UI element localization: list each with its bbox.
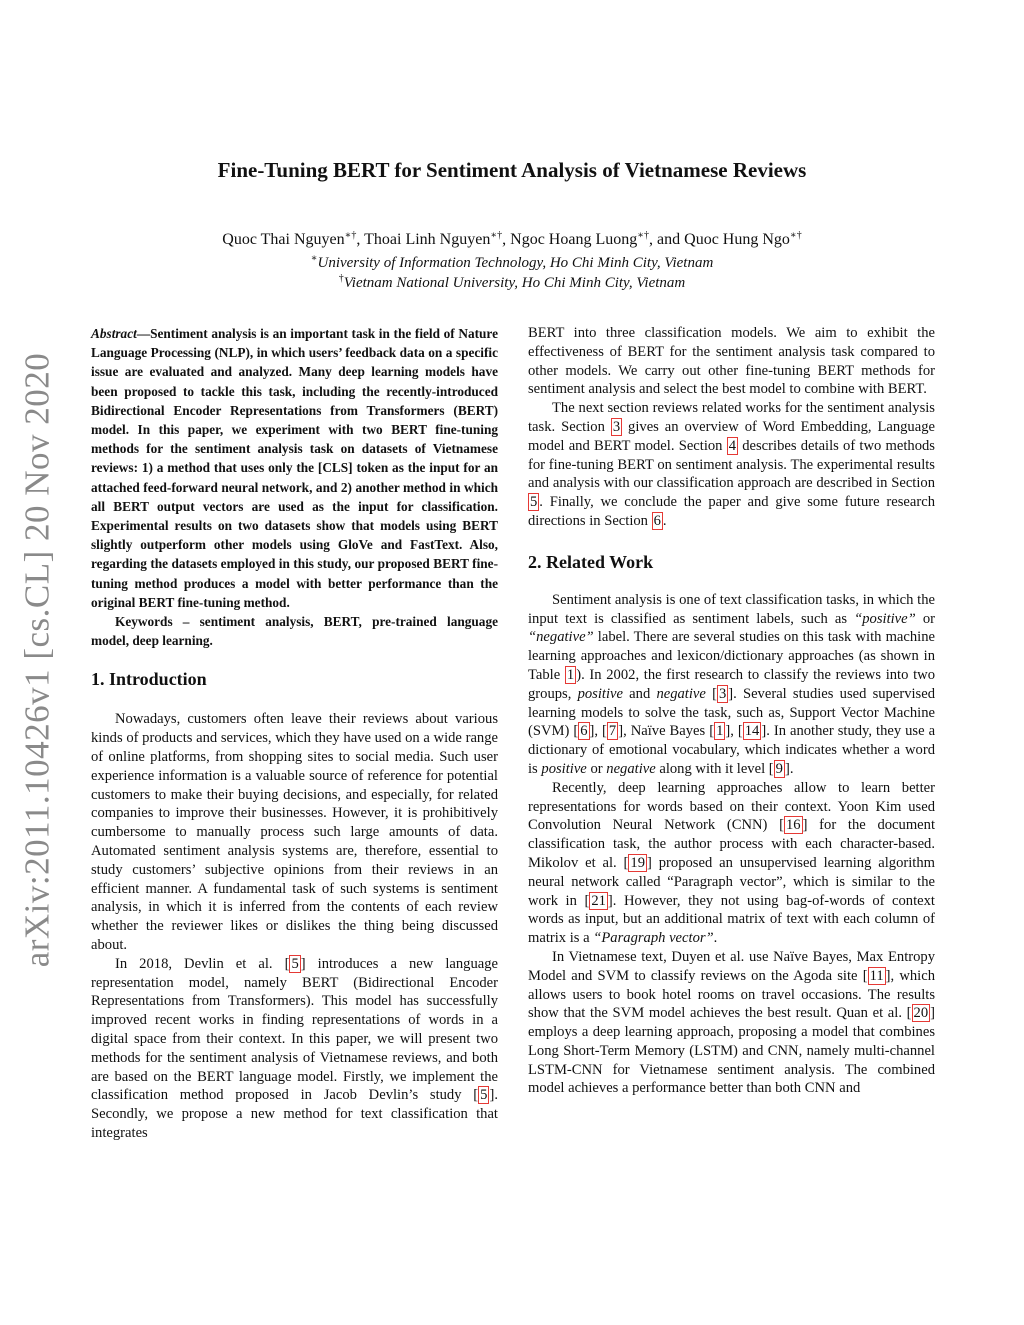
left-column [91,324,498,1143]
citation-link[interactable]: 1 [566,666,575,683]
emphasis: “positive” [854,610,916,627]
author-separator: , [356,231,365,248]
section-heading-related-work: 2. Related Work [528,551,654,572]
citation-link[interactable]: 6 [580,723,588,740]
citation-link[interactable]: 21 [591,892,606,909]
text-run: . [713,930,718,947]
author-list [0,231,1024,249]
text-run: gives an overview of Word Embedding, Language model and BERT model. Section [528,418,935,454]
citation-link[interactable]: 5 [530,494,538,511]
emphasis: positive [577,685,623,702]
author-marks: ∗† [789,230,802,241]
text-run: . Several studies used supervised learning models to solve the task, such as, Support Vector Machine (SVM) [528,685,935,740]
citation-link[interactable]: 9 [775,760,783,777]
paragraph: In 2018, Devlin et al. [ 5 ] introduces a new language representation model, namely BERT (Bidirectional Encoder Representations from Transformers). This model has successfully improved recent works in finding representations of words in a digital space from their context. In this paper, we will present two methods for the sentiment analysis of Vietnamese reviews, and both are based on the BERT language model. Firstly, we implement the classification method proposed in Jacob Devlin’s study [ 5 ]. Secondly, we propose a new method for text classification that integrates [91,955,498,1141]
affiliation [0,255,1024,272]
text-run: . Secondly, we propose a new method for text classification that integrates [91,1087,498,1141]
citation-link[interactable]: 7 [608,723,617,740]
text-run: label. There are several studies on this task with machine learning approaches and lexicon/dictionary approaches (as shown in Table [528,629,935,683]
text-run: In 2018, Devlin et al. [115,955,285,972]
citation-link[interactable]: 3 [612,418,621,435]
text-run: , which allows users to book hotel rooms on travel occasions. The results show that the SVM model achieves the best result. Quan et al. [528,967,935,1022]
text-run: . [662,512,667,529]
paragraph: Recently, deep learning approaches allow to learn better representations for words based on their context. Yoon Kim used Convolution Neural Network (CNN) [ 16 ] for the document classification task, the author process with each character-based. Mikolov et al. [ 19 ] proposed an unsupervised learning algorithm neural network called “Paragraph vector”, which is similar to the work in [ 21 ]. However, they not using bag-of-words of context words as input, but an additional matrix of text with each column of matrix is a “Paragraph vector”. [528,779,935,947]
citation-link[interactable]: 16 [786,817,801,834]
affiliation-mark: † [338,273,344,284]
section-heading-introduction: 1. Introduction [91,669,207,690]
citation-link[interactable]: 3 [718,685,727,702]
abstract-label: Abstract [91,326,137,341]
emphasis: “Paragraph vector” [593,930,714,947]
emphasis: positive [541,760,587,777]
affiliation-text: Vietnam National University, Ho Chi Minh City, Vietnam [343,275,686,291]
paragraph: In Vietnamese text, Duyen et al. use Naïve Bayes, Max Entropy Model and SVM to classify reviews on the Agoda site [ 11 ], which allows users to book hotel rooms on travel occasions. The results show that the SVM model achieves the best result. Quan et al. [ 20 ] employs a deep learning approach, proposing a model that combines Long Short-Term Memory (LSTM) and CNN, namely multi-channel LSTM-CNN for Vietnamese sentiment analysis. The combined model achieves a performance better than both CNN and [528,948,935,1097]
text-run: or [915,610,936,627]
text-run: , [730,723,738,740]
text-run: and [622,685,657,702]
text-run: proposed an unsupervised learning algorithm neural network called “Paragraph vector”, which is similar to the work in [528,854,935,909]
text-run: Sentiment analysis is one of text classification tasks, in which the input text is classified as sentiment labels, such as [528,591,935,627]
citation-link[interactable]: 19 [630,854,646,871]
text-run: for the document classification task, the author process with each character-based. Mikolov et al. [528,817,935,871]
paper-title: Fine-Tuning BERT for Sentiment Analysis of Vietnamese Reviews [217,158,807,182]
citation-link[interactable]: 11 [869,967,884,984]
author-name: Thoai Linh Nguyen [364,231,491,248]
text-run: introduces a new language representation model, namely BERT (Bidirectional Encoder Representations from Transformers). This model has successfully improved recent works in finding representations of words in a digital space from their context. In this paper, we will present two methods for the sentiment analysis of Vietnamese reviews, and both are based on the BERT language model. Firstly, we implement the classification method proposed in Jacob Devlin’s study [91,955,498,1104]
text-run: . In another study, they use a dictionary of emotional vocabulary, which indicates whether a word is [528,723,936,777]
paragraph-continuation [528,324,935,399]
text-run: BERT into three classification models. We aim to exhibit the effectiveness of BERT for the sentiment analysis task compared to other models. We carry out other fine-tuning BERT methods for sentiment analysis and select the best model to combine with BERT. [528,325,935,398]
text-run: Recently, deep learning approaches allow to learn better representations for words based on their context. Yoon Kim used Convolution Neural Network (CNN) [528,779,935,834]
text-run: . However, they not using bag-of-words of context words as input, but an additional matrix of text with each column of matrix is a [528,892,935,947]
citation-link[interactable]: 4 [728,437,736,454]
paragraph: Sentiment analysis is one of text classification tasks, in which the input text is classified as sentiment labels, such as “positive” or “negative” label. There are several studies on this task with machine learning approaches and lexicon/dictionary approaches (as shown in Table 1 ). In 2002, the first research to classify the reviews into two groups, positive and negative [ 3 ]. Several studies used supervised learning models to solve the task, such as, Support Vector Machine (SVM) [ 6 ], [ 7 ], Naïve Bayes [ 1 ], [ 14 ]. In another study, they use a dictionary of emotional vocabulary, which indicates whether a word is positive or negative along with it level [ 9 ]. [528,591,936,777]
text-run [706,686,712,702]
author-separator: , [502,231,511,248]
citation-link[interactable]: 6 [653,512,661,529]
emphasis: negative [656,685,706,702]
citation-link[interactable]: 5 [480,1087,488,1104]
text-run: or [586,760,607,777]
keywords: Keywords – sentiment analysis, BERT, pre-trained language model, deep learning. [91,614,498,649]
citation-link[interactable]: 20 [913,1005,929,1022]
text-run: , [594,723,603,740]
citation-link[interactable]: 1 [716,723,724,740]
text-run: In Vietnamese text, Duyen et al. use Naïve Bayes, Max Entropy Model and SVM to classify reviews on the Agoda site [528,948,935,984]
citation-link[interactable]: 5 [291,955,299,972]
affiliation-mark: ∗ [310,253,318,264]
author-name: Quoc Hung Ngo [684,231,790,248]
text-run: , Naïve Bayes [623,723,710,740]
text-run: ). In 2002, the first research to classify the reviews into two groups, [528,666,935,702]
affiliation-text: University of Information Technology, Ho Chi Minh City, Vietnam [317,255,714,271]
emphasis: “negative” [528,629,594,646]
paragraph: Nowadays, customers often leave their reviews about various kinds of products and services, which they have used on a wide range of online platforms, from shopping sites to social media. Such user experience information is a valuable source of reference for potential customers to make their buying decisions, and especially, for related companies to improve their businesses. However, it is prohibitively cumbersome to manually process such large amounts of data. Automated sentiment analysis systems are, therefore, essential to study customers’ subjective opinions from their reviews in an efficient manner. A fundamental task of such systems is sentiment analysis, in which it is inferred from the contents of each review whether the reviewer likes or dislikes the thing being discussed about. [91,711,498,954]
text-run: . Finally, we conclude the paper and give some future research directions in Section [528,494,935,529]
abstract-text: —Sentiment analysis is an important task in the field of Nature Language Processing (NLP), in which users’ feedback data on a specific issue are evaluated and analyzed. Many deep learning models have been proposed to tackle this task, including the recently-introduced Bidirectional Encoder Representations from Transformers (BERT) model. In this paper, we experiment with two BERT fine-tuning methods for the sentiment analysis task on datasets of Vietnamese reviews: 1) a method that uses only the [CLS] token as the input for an attached feed-forward neural network, and 2) another method in which all BERT output vectors are used as the input for classification. Experimental results on two datasets show that models using BERT slightly outperform other models using GloVe and FastText. Also, regarding the datasets employed in this study, our proposed BERT fine-tuning method produces a model with better performance than the original BERT fine-tuning method. [91,326,498,610]
author-marks: ∗† [344,230,357,241]
author-name: Quoc Thai Nguyen [222,231,345,248]
author-marks: ∗† [637,230,650,241]
text-run: describes details of two methods for fine-tuning BERT on sentiment analysis. The experimental results and analysis with our classification approach are described in Section [528,437,935,492]
paragraph [528,399,935,531]
author-name: Ngoc Hoang Luong [510,231,638,248]
affiliation [0,275,1024,292]
author-separator: , and [649,231,685,248]
text-run: along with it level [655,760,769,777]
abstract [91,324,498,612]
author-marks: ∗† [490,230,503,241]
text-run: employs a deep learning approach, proposing a model that combines Long Short-Term Memory (LSTM) and CNN, namely multi-channel LSTM-CNN for Vietnamese sentiment analysis. The combined model achieves a performance better than both CNN and [528,1024,935,1097]
right-column [528,324,935,1098]
text-run: The next section reviews related works for the sentiment analysis task. Section [528,400,935,435]
text-run: . [789,760,794,777]
emphasis: negative [606,760,656,777]
citation-link[interactable]: 14 [744,723,760,740]
arxiv-identifier: arXiv:2011.10426v1 [cs.CL] 20 Nov 2020 [17,352,56,968]
